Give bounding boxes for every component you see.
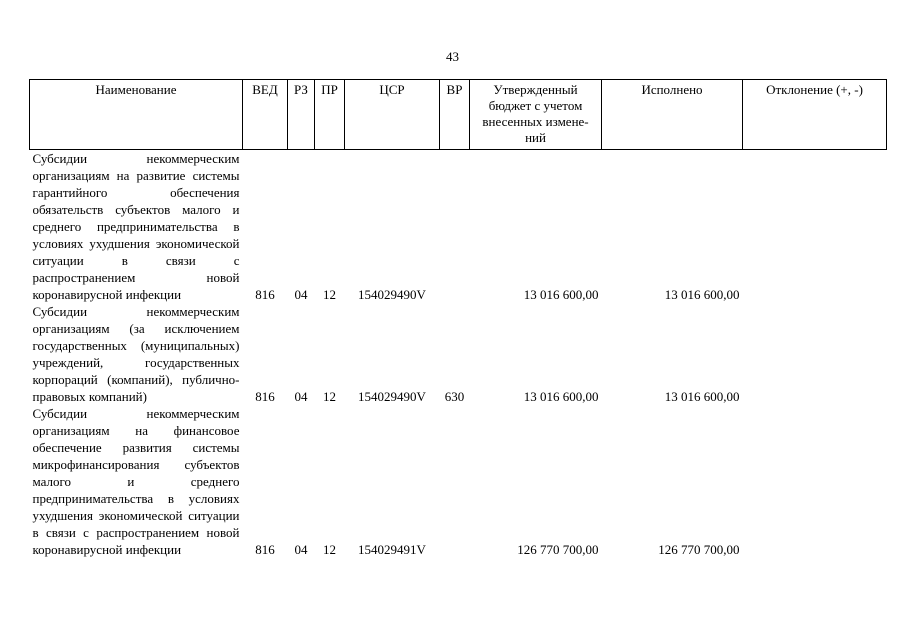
row-name: Субсидии некоммерческим организациям на финансовое обеспечение развития системы микрофинансирования субъектов малого и среднего предпринимательства в условиях ухудшения экономической ситуации в связи с распространением новой коронавирусной инфекции (32, 406, 240, 557)
row-executed: 13 016 600,00 (664, 287, 740, 302)
row-executed: 13 016 600,00 (664, 389, 740, 404)
header-rz: РЗ (288, 80, 315, 150)
row-ved: 816 (255, 389, 275, 404)
row-vr (440, 150, 470, 304)
row-rz: 04 (294, 542, 308, 557)
row-pr: 12 (323, 287, 336, 302)
row-pr: 12 (323, 389, 336, 404)
row-approved: 13 016 600,00 (523, 287, 599, 302)
row-name: Субсидии некоммерческим организациям (за исключением государственных (муниципальных) учреждений, государственных корпораций (компаний), публично-правовых компаний) (32, 304, 240, 404)
row-executed: 126 770 700,00 (658, 542, 740, 557)
row-ved: 816 (255, 287, 275, 302)
row-pr: 12 (323, 542, 336, 557)
header-csr: ЦСР (345, 80, 440, 150)
table-row (30, 150, 887, 304)
row-approved: 126 770 700,00 (517, 542, 599, 557)
header-executed: Исполнено (602, 80, 743, 150)
table-row (30, 405, 887, 558)
row-csr: 154029490V (358, 287, 426, 302)
row-csr: 154029491V (358, 542, 426, 557)
header-name: Наименование (30, 80, 243, 150)
header-approved: Утвержденный бюджет с учетом внесенных измене-ний (470, 80, 602, 150)
header-ved: ВЕД (243, 80, 288, 150)
header-vr: ВР (440, 80, 470, 150)
table-header-row (30, 80, 887, 150)
row-deviation (743, 303, 887, 405)
row-deviation (743, 405, 887, 558)
row-deviation (743, 150, 887, 304)
header-pr: ПР (315, 80, 345, 150)
row-rz: 04 (294, 389, 308, 404)
row-vr: 630 (444, 389, 465, 404)
row-name: Субсидии некоммерческим организациям на развитие системы гарантийного обеспечения обязательств субъектов малого и среднего предпринимательства в условиях ухудшения экономической ситуации в связи с распространением новой коронавирусной инфекции (32, 151, 240, 302)
budget-table (29, 79, 887, 558)
page-number: 43 (446, 49, 459, 64)
row-approved: 13 016 600,00 (523, 389, 599, 404)
row-vr (440, 405, 470, 558)
row-ved: 816 (255, 542, 275, 557)
header-deviation: Отклонение (+, -) (743, 80, 887, 150)
table-row (30, 303, 887, 405)
row-rz: 04 (294, 287, 308, 302)
row-csr: 154029490V (358, 389, 426, 404)
